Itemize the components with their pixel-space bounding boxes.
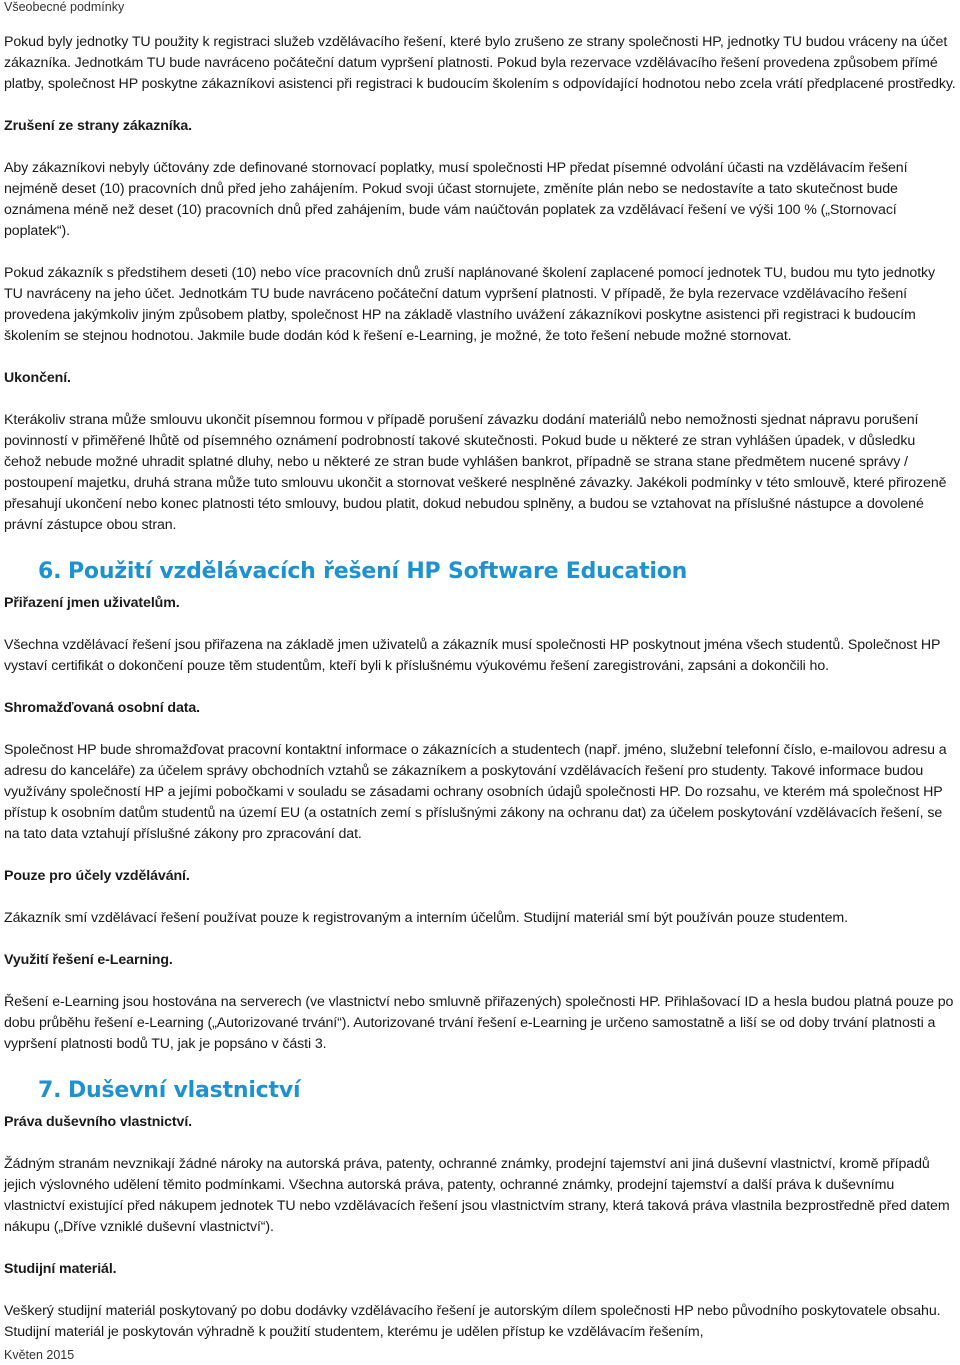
subheading-study-material: Studijní materiál. [4,1261,117,1277]
subheading-cancel-customer: Zrušení ze strany zákazníka. [4,118,193,134]
cancel-customer-paragraph-2: Pokud zákazník s předstihem deseti (10) nebo více pracovních dnů zruší naplánované školení zaplacené pomocí jednotek TU, budou mu tyto jednotky TU navráceny na jeho účet. Jednotkám TU bude navráceno počáteční datum vypršení platnosti. V případě, že byla rezervace vzdělávacího řešení provedena jakýmkoliv jiným způsobem platby, společnost HP na základě vlastního uvážení zákazníkovi poskytne asistenci při registraci k budoucím školením se stejnou hodnotou. Jakmile bude dodán kód k řešení e-Learning, je možné, že toto řešení nebude možné stornovat. [4,265,936,344]
section-elearning [4,950,956,1055]
section-ip-rights [4,1112,956,1238]
section-7-title: Duševní vlastnictví [68,1078,301,1103]
running-header: Všeobecné podmínky [4,0,125,14]
section-6-heading [38,557,956,587]
subheading-usernames: Přiřazení jmen uživatelům. [4,595,180,611]
usernames-paragraph: Všechna vzdělávací řešení jsou přiřazena na základě jmen uživatelů a zákazník musí společnosti HP poskytnout jména všech studentů. Společnost HP vystaví certifikát o dokončení pouze těm studentům, kteří byli k příslušnému výukovému řešení zaregistrováni, zapsáni a dokončili ho. [4,637,941,674]
termination-paragraph: Kterákoliv strana může smlouvu ukončit písemnou formou v případě porušení závazku dodání materiálů nebo nemožnosti sjednat nápravu porušení povinností v přiměřené lhůtě od písemného oznámení podrobností takové skutečnosti. Pokud bude u některé ze stran vyhlášen úpadek, v důsledku čehož nebude možné uhradit splatné dluhy, nebo u některé ze stran bude vyhlášen bankrot, případně se strana stane předmětem nucené správy / postoupení majetku, druhá strana může tuto smlouvu ukončit a stornovat veškeré nesplněné závazky. Jakékoli podmínky v této smlouvě, které přirozeně přesahují ukončení nebo konec platnosti této smlouvy, budou platit, dokud nebudou splněny, a budou se vztahovat na příslušné nástupce a dovolené právní zástupce obou stran. [4,412,947,533]
section-6-title: Použití vzdělávacích řešení HP Software Education [68,559,688,584]
section-personal-data [4,698,956,845]
cancel-customer-paragraph-1: Aby zákazníkovi nebyly účtovány zde definované stornovací poplatky, musí společnosti HP předat písemné odvolání účasti na vzdělávacím řešení nejméně deset (10) pracovních dnů před jeho zahájením. Pokud svoji účast stornujete, změníte plán nebo se nedostavíte a tato skutečnost bude oznámena méně než deset (10) pracovních dnů před zahájením, bude vám naúčtován poplatek za vzdělávací řešení ve výši 100 % („Stornovací poplatek“). [4,160,908,239]
subheading-ip-rights: Práva duševního vlastnictví. [4,1114,193,1130]
section-7-number: 7. [38,1078,62,1103]
personal-data-paragraph: Společnost HP bude shromažďovat pracovní kontaktní informace o zákaznících a studentech (např. jméno, služební telefonní číslo, e-mailovou adresu a adresu do kanceláře) za účelem správy obchodních vztahů se zákazníkem a poskytování vzdělávacích řešení pro studenty. Takové informace budou využívány společností HP a jejími pobočkami v souladu se zásadami ochrany osobních údajů společnosti HP. Do rozsahu, ve kterém má společnost HP přístup k osobním datům studentů na území EU (a ostatních zemí s příslušnými zákony na ochranu dat) za účelem poskytování vzdělávacích řešení, se na tato data vztahují příslušné zákony pro zpracování dat. [4,742,947,842]
subheading-personal-data: Shromažďovaná osobní data. [4,700,201,716]
intro-paragraph: Pokud byly jednotky TU použity k registraci služeb vzdělávacího řešení, které bylo zrušeno ze strany společnosti HP, jednotky TU budou vráceny na účet zákazníka. Jednotkám TU bude navráceno počáteční datum vypršení platnosti. Pokud byla rezervace vzdělávacího řešení provedena způsobem přímé platby, společnost HP poskytne zákazníkovi asistenci při registraci k budoucím školením s odpovídající hodnotou nebo zcela vrátí předplacené prostředky. [4,34,956,92]
section-cancel-customer [4,116,956,347]
section-termination [4,368,956,536]
section-usernames [4,593,956,677]
subheading-termination: Ukončení. [4,370,71,386]
document-body [4,32,956,1343]
page-footer-date: Květen 2015 [4,1348,75,1362]
section-6-number: 6. [38,559,62,584]
subheading-education-only: Pouze pro účely vzdělávání. [4,868,190,884]
elearning-paragraph: Řešení e-Learning jsou hostována na serverech (ve vlastnictví nebo smluvně přiřazených) společnosti HP. Přihlašovací ID a hesla budou platná pouze po dobu průběhu řešení e-Learning („Autorizované trvání“). Autorizované trvání řešení e-Learning je určeno samostatně a liší se od doby trvání platnosti a vypršení platnosti bodů TU, jak je popsáno v části 3. [4,994,954,1052]
subheading-elearning: Využití řešení e-Learning. [4,952,173,968]
section-7-heading [38,1076,956,1106]
study-material-paragraph: Veškerý studijní materiál poskytovaný po dobu dodávky vzdělávacího řešení je autorským dílem společnosti HP nebo původního poskytovatele obsahu. Studijní materiál je poskytován výhradně k použití studentem, kterému je udělen přístup ke vzdělávacím řešením, [4,1303,941,1340]
section-study-material [4,1259,956,1343]
education-only-paragraph: Zákazník smí vzdělávací řešení používat pouze k registrovaným a interním účelům. Studijní materiál smí být používán pouze studentem. [4,910,848,926]
ip-rights-paragraph: Žádným stranám nevznikají žádné nároky na autorská práva, patenty, ochranné známky, prodejní tajemství ani jiná duševní vlastnictví, kromě případů jejich výslovného udělení těmito podmínkami. Všechna autorská práva, patenty, ochranné známky, prodejní tajemství a další práva k duševnímu vlastnictví existující před nákupem jednotek TU nebo vzdělávacích řešení jsou vlastnictvím strany, která taková práva vlastnila bezprostředně před datem nákupu („Dříve vzniklé duševní vlastnictví“). [4,1156,950,1235]
section-education-only [4,866,956,929]
